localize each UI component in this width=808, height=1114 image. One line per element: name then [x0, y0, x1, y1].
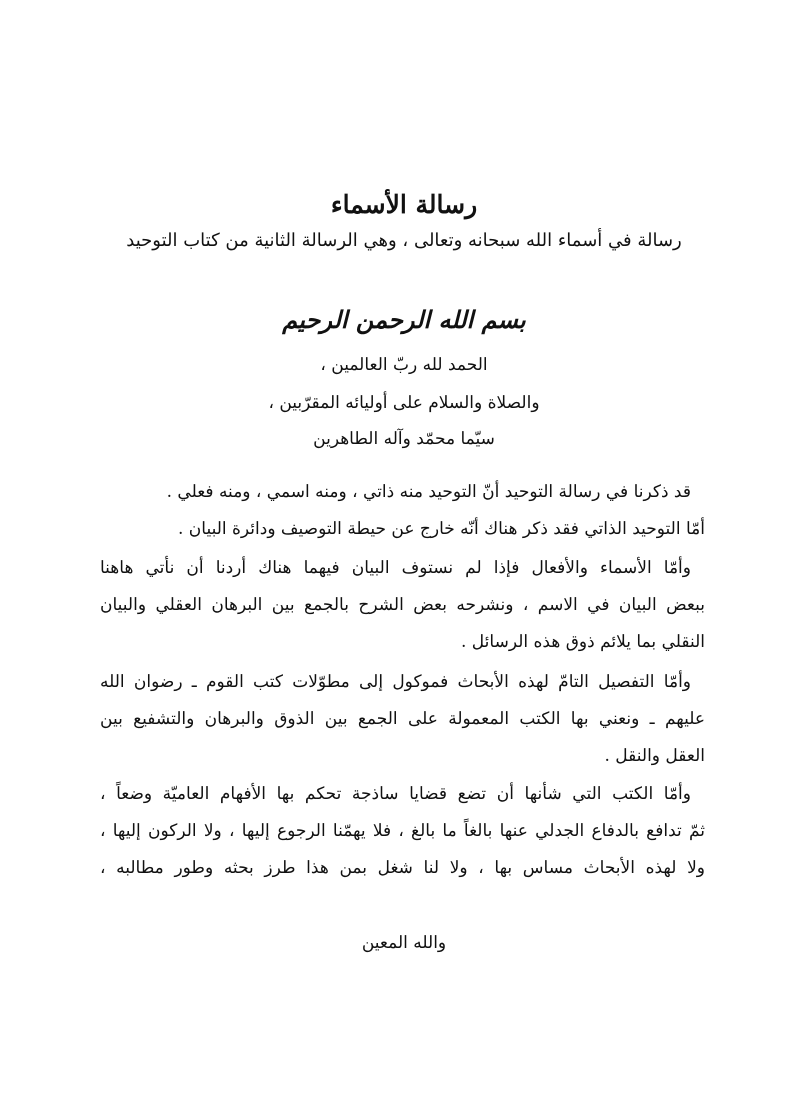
page-title: رسالة الأسماء [330, 190, 478, 219]
body-line: قد ذكرنا في رسالة التوحيد أنّ التوحيد منه ذاتي ، ومنه اسمي ، ومنه فعلي . [166, 482, 691, 502]
body-line: وأمّا الكتب التي شأنها أن تضع قضايا ساذجة تحكم بها الأفهام العاميّة وضعاً ، [100, 784, 691, 804]
body-line: العقل والنقل . [604, 746, 705, 766]
body-line: النقلي بما يلائم ذوق هذه الرسائل . [461, 632, 705, 652]
body-line: ولا لهذه الأبحاث مساس بها ، ولا لنا شغل بمن هذا طرز بحثه وطور مطالبه ، [100, 858, 705, 878]
body-line: وأمّا الأسماء والأفعال فإذا لم نستوف البيان فيهما هناك أردنا أن نأتي هاهنا [100, 558, 691, 578]
closing-line: والله المعين [361, 933, 447, 953]
body-line: ببعض البيان في الاسم ، ونشرحه بعض الشرح بالجمع بين البرهان العقلي والبيان [100, 595, 705, 615]
body-line: عليهم ـ ونعني بها الكتب المعمولة على الجمع بين الذوق والبرهان والتشفيع بين [100, 709, 705, 729]
basmala-calligraphy: بسم الله الرحمن الرحيم [282, 305, 526, 334]
body-line: أمّا التوحيد الذاتي فقد ذكر هناك أنّه خارج عن حيطة التوصيف ودائرة البيان . [177, 519, 705, 539]
intro-line: الحمد لله ربّ العالمين ، [320, 355, 488, 375]
subtitle: رسالة في أسماء الله سبحانه وتعالى ، وهي الرسالة الثانية من كتاب التوحيد [126, 230, 682, 251]
body-line: وأمّا التفصيل التامّ لهذه الأبحاث فموكول إلى مطوّلات كتب القوم ـ رضوان الله [100, 672, 691, 692]
body-line: ثمّ تدافع بالدفاع الجدلي عنها بالغاً ما بالغ ، فلا يهمّنا الرجوع إليها ، ولا الركون إليها ، [100, 821, 705, 841]
intro-line: سيّما محمّد وآله الطاهرين [313, 429, 495, 449]
intro-line: والصلاة والسلام على أوليائه المقرّبين ، [268, 393, 540, 413]
